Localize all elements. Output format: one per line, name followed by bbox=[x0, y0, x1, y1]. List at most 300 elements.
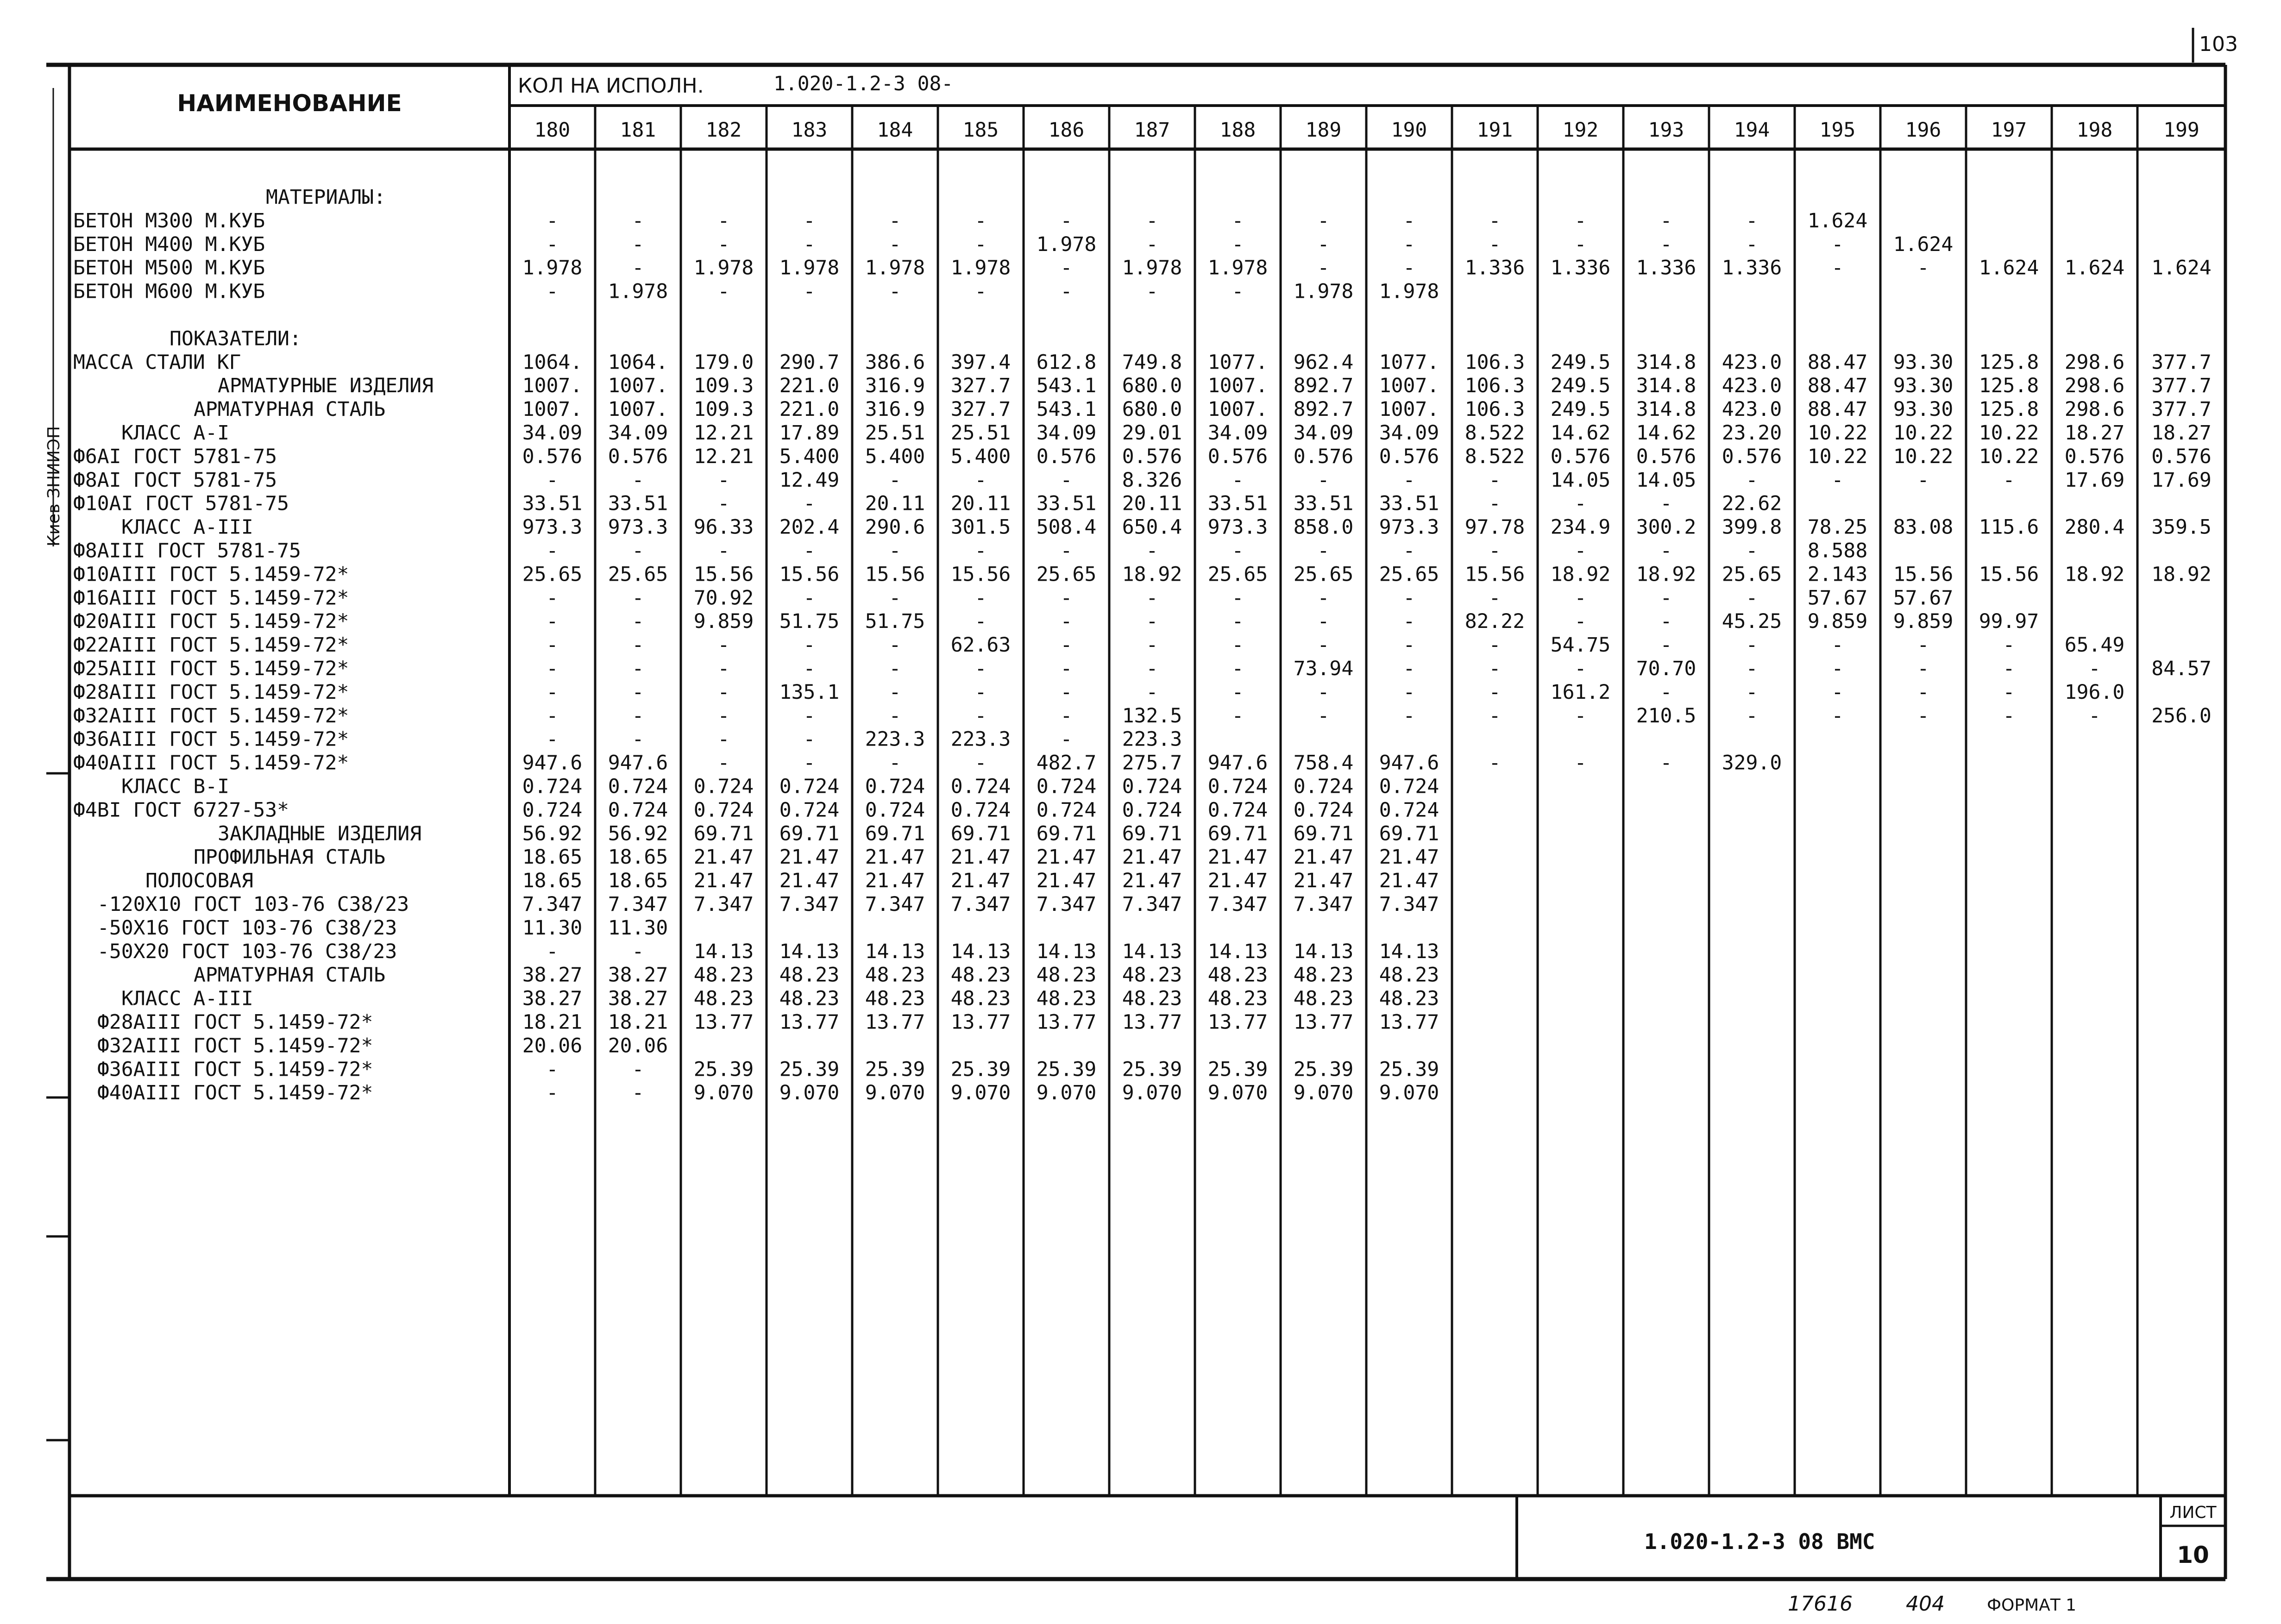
cell-value: 21.47 bbox=[950, 869, 1011, 893]
cell-value: 17.69 bbox=[2151, 468, 2212, 492]
cell-value: 18.92 bbox=[1550, 563, 1611, 586]
cell-value: 1.978 bbox=[608, 280, 668, 303]
cell-value: - bbox=[1317, 680, 1330, 704]
cell-value: 0.576 bbox=[608, 445, 668, 468]
cell-value: - bbox=[803, 539, 816, 563]
cell-value: - bbox=[803, 280, 816, 303]
row-label: Ф36АIII ГОСТ 5.1459-72* bbox=[73, 727, 349, 751]
row-label: Ф16АIII ГОСТ 5.1459-72* bbox=[73, 586, 349, 610]
cell-value: - bbox=[1489, 232, 1501, 256]
cell-value: 25.39 bbox=[693, 1058, 754, 1081]
cell-value: 386.6 bbox=[865, 351, 925, 374]
cell-value: - bbox=[1660, 492, 1672, 515]
cell-value: 18.65 bbox=[522, 869, 583, 893]
cell-value: 298.6 bbox=[2064, 351, 2125, 374]
cell-value: 256.0 bbox=[2151, 704, 2212, 727]
cell-value: 221.0 bbox=[779, 374, 840, 398]
cell-value: 249.5 bbox=[1550, 398, 1611, 421]
cell-value: 9.070 bbox=[779, 1081, 840, 1105]
cell-value: 13.77 bbox=[1379, 1010, 1439, 1034]
cell-value: 275.7 bbox=[1122, 751, 1182, 775]
cell-value: 1.978 bbox=[522, 256, 583, 280]
cell-value: 0.724 bbox=[865, 775, 925, 798]
cell-value: 18.27 bbox=[2064, 421, 2125, 445]
cell-value: 115.6 bbox=[1979, 515, 2039, 539]
cell-value: 25.51 bbox=[950, 421, 1011, 445]
cell-value: - bbox=[2003, 704, 2015, 727]
cell-value: 9.070 bbox=[1379, 1081, 1439, 1105]
cell-value: 0.724 bbox=[1293, 775, 1354, 798]
cell-value: 18.21 bbox=[522, 1010, 583, 1034]
row-label: Ф40АIII ГОСТ 5.1459-72* bbox=[97, 1081, 373, 1105]
cell-value: - bbox=[1060, 468, 1073, 492]
cell-value: 21.47 bbox=[693, 869, 754, 893]
cell-value: 1.336 bbox=[1550, 256, 1611, 280]
cell-value: 1007. bbox=[608, 398, 668, 421]
cell-value: 1077. bbox=[1379, 351, 1439, 374]
table-row bbox=[73, 469, 2212, 492]
cell-value: 298.6 bbox=[2064, 374, 2125, 398]
cell-value: - bbox=[1146, 232, 1158, 256]
cell-value: 1.978 bbox=[950, 256, 1011, 280]
cell-value: - bbox=[717, 539, 730, 563]
cell-value: - bbox=[546, 633, 559, 657]
row-label: Ф32АIII ГОСТ 5.1459-72* bbox=[73, 704, 349, 727]
cell-value: 1.978 bbox=[693, 256, 754, 280]
cell-value: 25.39 bbox=[1036, 1058, 1097, 1081]
column-number: 180 bbox=[534, 119, 571, 142]
cell-value: 9.070 bbox=[865, 1081, 925, 1105]
cell-value: 1077. bbox=[1207, 351, 1268, 374]
cell-value: 33.51 bbox=[1036, 492, 1097, 515]
cell-value: - bbox=[1660, 610, 1672, 633]
cell-value: 314.8 bbox=[1636, 398, 1697, 421]
row-label: Ф10АIII ГОСТ 5.1459-72* bbox=[73, 563, 349, 586]
cell-value: - bbox=[1146, 657, 1158, 680]
cell-value: - bbox=[1489, 492, 1501, 515]
cell-value: - bbox=[1232, 610, 1244, 633]
cell-value: 15.56 bbox=[1464, 563, 1525, 586]
cell-value: 88.47 bbox=[1807, 374, 1868, 398]
cell-value: 12.21 bbox=[693, 445, 754, 468]
side-margin-text: Киев ЗНИИЭП bbox=[44, 426, 63, 546]
cell-value: 0.576 bbox=[1379, 445, 1439, 468]
cell-value: 7.347 bbox=[1293, 893, 1354, 916]
cell-value: 65.49 bbox=[2064, 633, 2125, 657]
cell-value: 14.13 bbox=[693, 940, 754, 963]
row-label: Ф8АI ГОСТ 5781-75 bbox=[73, 468, 277, 492]
table-row bbox=[73, 492, 1782, 515]
cell-value: 301.5 bbox=[950, 515, 1011, 539]
cell-value: 377.7 bbox=[2151, 398, 2212, 421]
cell-value: 34.09 bbox=[1293, 421, 1354, 445]
row-label: КЛАСС А-III bbox=[121, 987, 253, 1010]
stamp-doc-code: 1.020-1.2-3 08 ВМС bbox=[1644, 1529, 1875, 1554]
cell-value: 1.978 bbox=[865, 256, 925, 280]
cell-value: 1064. bbox=[608, 351, 668, 374]
cell-value: 314.8 bbox=[1636, 351, 1697, 374]
row-label: Ф6АI ГОСТ 5781-75 bbox=[73, 445, 277, 468]
cell-value: 223.3 bbox=[865, 727, 925, 751]
cell-value: - bbox=[1232, 586, 1244, 610]
cell-value: 1.978 bbox=[1293, 280, 1354, 303]
cell-value: 21.47 bbox=[1207, 869, 1268, 893]
sheet-label: ЛИСТ bbox=[2169, 1503, 2217, 1522]
format-label: ФОРМАТ 1 bbox=[1987, 1596, 2077, 1615]
cell-value: 221.0 bbox=[779, 398, 840, 421]
cell-value: 45.25 bbox=[1722, 610, 1782, 633]
cell-value: - bbox=[1060, 704, 1073, 727]
cell-value: 14.13 bbox=[779, 940, 840, 963]
cell-value: - bbox=[803, 492, 816, 515]
sheet-number: 10 bbox=[2177, 1542, 2209, 1568]
cell-value: - bbox=[632, 633, 644, 657]
cell-value: 0.576 bbox=[1636, 445, 1697, 468]
cell-value: 48.23 bbox=[1207, 963, 1268, 987]
cell-value: 9.070 bbox=[1293, 1081, 1354, 1105]
cell-value: 25.39 bbox=[1379, 1058, 1439, 1081]
cell-value: 8.326 bbox=[1122, 468, 1182, 492]
cell-value: - bbox=[1146, 209, 1158, 232]
cell-value: 1.624 bbox=[2064, 256, 2125, 280]
cell-value: 20.06 bbox=[522, 1034, 583, 1058]
qty-header-label: КОЛ НА ИСПОЛН. bbox=[518, 74, 704, 98]
cell-value: 132.5 bbox=[1122, 704, 1182, 727]
cell-value: 0.724 bbox=[1122, 775, 1182, 798]
inventory-number: 17616 bbox=[1788, 1592, 1853, 1616]
cell-value: - bbox=[546, 232, 559, 256]
cell-value: 858.0 bbox=[1293, 515, 1354, 539]
cell-value: - bbox=[1489, 751, 1501, 775]
cell-value: - bbox=[717, 468, 730, 492]
cell-value: 82.22 bbox=[1464, 610, 1525, 633]
order-number: 404 bbox=[1906, 1592, 1945, 1616]
cell-value: - bbox=[1831, 633, 1844, 657]
cell-value: - bbox=[1403, 633, 1415, 657]
cell-value: - bbox=[1317, 704, 1330, 727]
cell-value: - bbox=[1574, 610, 1587, 633]
cell-value: 23.20 bbox=[1722, 421, 1782, 445]
cell-value: 543.1 bbox=[1036, 398, 1097, 421]
cell-value: 99.97 bbox=[1979, 610, 2039, 633]
cell-value: 125.8 bbox=[1979, 374, 2039, 398]
row-label: ПОЛОСОВАЯ bbox=[145, 869, 253, 893]
cell-value: - bbox=[1232, 209, 1244, 232]
cell-value: 316.9 bbox=[865, 374, 925, 398]
cell-value: 17.69 bbox=[2064, 468, 2125, 492]
cell-value: - bbox=[1317, 539, 1330, 563]
cell-value: 9.859 bbox=[1893, 610, 1954, 633]
cell-value: 20.11 bbox=[950, 492, 1011, 515]
cell-value: - bbox=[546, 680, 559, 704]
cell-value: 0.724 bbox=[1379, 775, 1439, 798]
cell-value: - bbox=[1917, 680, 1929, 704]
row-label: Ф28АIII ГОСТ 5.1459-72* bbox=[73, 680, 349, 704]
cell-value: 1.624 bbox=[1893, 232, 1954, 256]
cell-value: 48.23 bbox=[1293, 987, 1354, 1010]
cell-value: - bbox=[803, 657, 816, 680]
page-corner-number: 103 bbox=[2199, 32, 2238, 56]
cell-value: 21.47 bbox=[1036, 869, 1097, 893]
cell-value: 48.23 bbox=[865, 987, 925, 1010]
cell-value: - bbox=[974, 468, 987, 492]
cell-value: 947.6 bbox=[522, 751, 583, 775]
cell-value: 21.47 bbox=[779, 869, 840, 893]
cell-value: 10.22 bbox=[1893, 445, 1954, 468]
cell-value: - bbox=[1660, 209, 1672, 232]
side-margin-stamp bbox=[44, 88, 63, 546]
cell-value: - bbox=[1403, 586, 1415, 610]
row-label: БЕТОН М400 М.КУБ bbox=[73, 232, 265, 256]
cell-value: 25.39 bbox=[1122, 1058, 1182, 1081]
cell-value: 314.8 bbox=[1636, 374, 1697, 398]
cell-value: - bbox=[546, 209, 559, 232]
table-row bbox=[97, 1034, 668, 1057]
cell-value: 34.09 bbox=[522, 421, 583, 445]
cell-value: - bbox=[889, 586, 901, 610]
cell-value: 892.7 bbox=[1293, 374, 1354, 398]
column-number: 186 bbox=[1048, 119, 1085, 142]
cell-value: 377.7 bbox=[2151, 351, 2212, 374]
cell-value: 1007. bbox=[1207, 398, 1268, 421]
cell-value: - bbox=[1917, 633, 1929, 657]
cell-value: - bbox=[1489, 633, 1501, 657]
cell-value: - bbox=[632, 1058, 644, 1081]
cell-value: - bbox=[889, 633, 901, 657]
cell-value: 93.30 bbox=[1893, 374, 1954, 398]
column-number: 192 bbox=[1562, 119, 1599, 142]
cell-value: - bbox=[1746, 633, 1758, 657]
cell-value: 0.724 bbox=[1207, 798, 1268, 822]
cell-value: - bbox=[1403, 704, 1415, 727]
cell-value: - bbox=[1060, 633, 1073, 657]
cell-value: 8.588 bbox=[1807, 539, 1868, 563]
cell-value: 377.7 bbox=[2151, 374, 2212, 398]
cell-value: 749.8 bbox=[1122, 351, 1182, 374]
cell-value: 423.0 bbox=[1722, 398, 1782, 421]
cell-value: - bbox=[1660, 586, 1672, 610]
cell-value: 93.30 bbox=[1893, 398, 1954, 421]
cell-value: - bbox=[1317, 586, 1330, 610]
cell-value: - bbox=[1831, 680, 1844, 704]
cell-value: - bbox=[2003, 680, 2015, 704]
cell-value: 25.65 bbox=[1722, 563, 1782, 586]
cell-value: 0.576 bbox=[1122, 445, 1182, 468]
cell-value: 249.5 bbox=[1550, 351, 1611, 374]
cell-value: 96.33 bbox=[693, 515, 754, 539]
cell-value: 69.71 bbox=[779, 822, 840, 846]
cell-value: 1.336 bbox=[1636, 256, 1697, 280]
cell-value: - bbox=[1831, 232, 1844, 256]
cell-value: 1.624 bbox=[1979, 256, 2039, 280]
cell-value: 21.47 bbox=[1293, 846, 1354, 869]
cell-value: 7.347 bbox=[1122, 893, 1182, 916]
cell-value: 179.0 bbox=[693, 351, 754, 374]
cell-value: 14.62 bbox=[1636, 421, 1697, 445]
cell-value: 51.75 bbox=[865, 610, 925, 633]
cell-value: 48.23 bbox=[950, 987, 1011, 1010]
cell-value: - bbox=[632, 704, 644, 727]
cell-value: - bbox=[632, 657, 644, 680]
cell-value: 18.27 bbox=[2151, 421, 2212, 445]
cell-value: - bbox=[717, 704, 730, 727]
cell-value: 1.978 bbox=[1379, 280, 1439, 303]
cell-value: 892.7 bbox=[1293, 398, 1354, 421]
cell-value: - bbox=[2003, 633, 2015, 657]
cell-value: 0.576 bbox=[522, 445, 583, 468]
cell-value: - bbox=[1489, 704, 1501, 727]
cell-value: - bbox=[717, 492, 730, 515]
cell-value: 14.13 bbox=[1122, 940, 1182, 963]
cell-value: - bbox=[1746, 232, 1758, 256]
cell-value: 1064. bbox=[522, 351, 583, 374]
cell-value: 18.21 bbox=[608, 1010, 668, 1034]
cell-value: - bbox=[1574, 586, 1587, 610]
cell-value: 34.09 bbox=[1036, 421, 1097, 445]
cell-value: 25.65 bbox=[1207, 563, 1268, 586]
column-number: 196 bbox=[1905, 119, 1942, 142]
cell-value: 12.49 bbox=[779, 468, 840, 492]
cell-value: - bbox=[632, 209, 644, 232]
cell-value: 38.27 bbox=[522, 987, 583, 1010]
title-block bbox=[1644, 1503, 2217, 1568]
cell-value: - bbox=[717, 727, 730, 751]
table-row bbox=[73, 633, 2124, 657]
cell-value: - bbox=[632, 680, 644, 704]
cell-value: - bbox=[889, 704, 901, 727]
cell-value: 329.0 bbox=[1722, 751, 1782, 775]
cell-value: - bbox=[546, 727, 559, 751]
cell-value: - bbox=[632, 256, 644, 280]
cell-value: - bbox=[1403, 256, 1415, 280]
column-number: 185 bbox=[962, 119, 999, 142]
cell-value: 13.77 bbox=[865, 1010, 925, 1034]
cell-value: 0.724 bbox=[1036, 798, 1097, 822]
cell-value: - bbox=[632, 232, 644, 256]
cell-value: 1.624 bbox=[2151, 256, 2212, 280]
cell-value: 680.0 bbox=[1122, 398, 1182, 421]
cell-value: - bbox=[1660, 633, 1672, 657]
cell-value: 0.724 bbox=[779, 798, 840, 822]
cell-value: 15.56 bbox=[1979, 563, 2039, 586]
column-number: 193 bbox=[1648, 119, 1684, 142]
cell-value: - bbox=[2088, 704, 2101, 727]
cell-value: 1.978 bbox=[779, 256, 840, 280]
table-row bbox=[73, 610, 2039, 633]
cell-value: - bbox=[1831, 468, 1844, 492]
row-label: Ф20АIII ГОСТ 5.1459-72* bbox=[73, 610, 349, 633]
cell-value: 13.77 bbox=[1036, 1010, 1097, 1034]
cell-value: 161.2 bbox=[1550, 680, 1611, 704]
row-label: -120Х10 ГОСТ 103-76 С38/23 bbox=[97, 893, 409, 916]
cell-value: 14.05 bbox=[1550, 468, 1611, 492]
cell-value: 56.92 bbox=[608, 822, 668, 846]
cell-value: 21.47 bbox=[1122, 869, 1182, 893]
cell-value: - bbox=[632, 1081, 644, 1105]
cell-value: 48.23 bbox=[950, 963, 1011, 987]
cell-value: 69.71 bbox=[1122, 822, 1182, 846]
column-number: 189 bbox=[1305, 119, 1342, 142]
cell-value: 1007. bbox=[1379, 398, 1439, 421]
cell-value: - bbox=[1146, 539, 1158, 563]
cell-value: - bbox=[1317, 256, 1330, 280]
cell-value: - bbox=[803, 727, 816, 751]
cell-value: 14.05 bbox=[1636, 468, 1697, 492]
cell-value: 14.13 bbox=[1293, 940, 1354, 963]
column-number: 194 bbox=[1734, 119, 1770, 142]
cell-value: - bbox=[1746, 680, 1758, 704]
cell-value: - bbox=[1060, 680, 1073, 704]
cell-value: 947.6 bbox=[1379, 751, 1439, 775]
cell-value: 5.400 bbox=[950, 445, 1011, 468]
cell-value: 1007. bbox=[522, 398, 583, 421]
table-row bbox=[97, 1081, 1439, 1104]
column-number: 198 bbox=[2076, 119, 2113, 142]
cell-value: 1007. bbox=[1207, 374, 1268, 398]
row-label: ПРОФИЛЬНАЯ СТАЛЬ bbox=[194, 846, 386, 869]
row-label: Ф10АI ГОСТ 5781-75 bbox=[73, 492, 289, 515]
cell-value: 0.724 bbox=[1379, 798, 1439, 822]
cell-value: 7.347 bbox=[1379, 893, 1439, 916]
table-row bbox=[218, 822, 1439, 845]
cell-value: 21.47 bbox=[1122, 846, 1182, 869]
cell-value: 7.347 bbox=[522, 893, 583, 916]
cell-value: - bbox=[1574, 657, 1587, 680]
cell-value: 21.47 bbox=[865, 846, 925, 869]
column-number: 199 bbox=[2163, 119, 2199, 142]
cell-value: 78.25 bbox=[1807, 515, 1868, 539]
table-row bbox=[73, 351, 2212, 374]
cell-value: 7.347 bbox=[693, 893, 754, 916]
table-row bbox=[194, 398, 2212, 421]
row-label: Ф36АIII ГОСТ 5.1459-72* bbox=[97, 1058, 373, 1081]
cell-value: 15.56 bbox=[693, 563, 754, 586]
cell-value: 48.23 bbox=[779, 963, 840, 987]
cell-value: 680.0 bbox=[1122, 374, 1182, 398]
cell-value: - bbox=[974, 539, 987, 563]
cell-value: 1007. bbox=[522, 374, 583, 398]
cell-value: 17.89 bbox=[779, 421, 840, 445]
cell-value: - bbox=[1232, 539, 1244, 563]
cell-value: - bbox=[717, 657, 730, 680]
cell-value: - bbox=[1574, 209, 1587, 232]
cell-value: - bbox=[1317, 468, 1330, 492]
cell-value: 13.77 bbox=[1293, 1010, 1354, 1034]
cell-value: - bbox=[1146, 586, 1158, 610]
cell-value: - bbox=[1060, 256, 1073, 280]
cell-value: 84.57 bbox=[2151, 657, 2212, 680]
cell-value: 650.4 bbox=[1122, 515, 1182, 539]
cell-value: - bbox=[546, 1081, 559, 1105]
cell-value: 327.7 bbox=[950, 374, 1011, 398]
table-row bbox=[73, 445, 2212, 468]
cell-value: - bbox=[889, 468, 901, 492]
cell-value: - bbox=[1574, 704, 1587, 727]
cell-value: 14.13 bbox=[1207, 940, 1268, 963]
cell-value: 20.06 bbox=[608, 1034, 668, 1058]
cell-value: 21.47 bbox=[693, 846, 754, 869]
table-row bbox=[121, 775, 1439, 798]
cell-value: 7.347 bbox=[608, 893, 668, 916]
cell-value: - bbox=[1232, 680, 1244, 704]
cell-value: - bbox=[1060, 539, 1073, 563]
row-label: БЕТОН М500 М.КУБ bbox=[73, 256, 265, 280]
cell-value: 109.3 bbox=[693, 398, 754, 421]
cell-value: 21.47 bbox=[1036, 846, 1097, 869]
row-label: КЛАСС А-I bbox=[121, 421, 229, 445]
cell-value: - bbox=[1232, 232, 1244, 256]
cell-value: - bbox=[546, 610, 559, 633]
